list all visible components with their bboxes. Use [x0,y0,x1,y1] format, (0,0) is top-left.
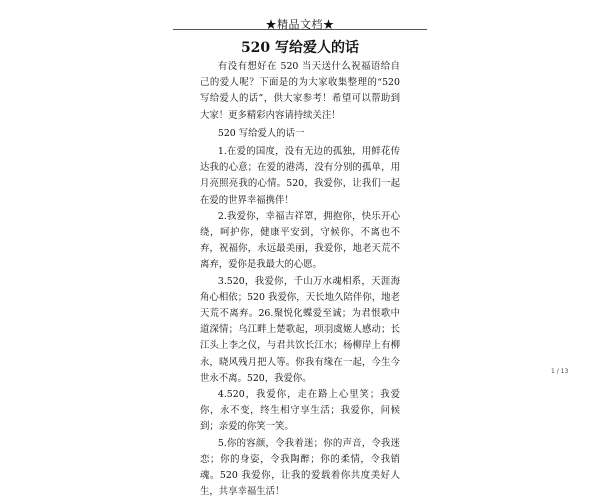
header-divider [173,29,427,30]
body-paragraph-4: 4.520，我爱你，走在路上心里笑；我爱你，永不变，终生相守享生活；我爱你，问候到；亲爱的你笑一笑。 [200,389,400,433]
page-number: 1 / 13 [551,368,569,375]
section-heading: 520 写给爱人的话一 [217,127,305,139]
body-paragraph-3: 3.520，我爱你，千山万水魂相系，天涯海角心相依；520 我爱你，天长地久陪伴你，地老天荒不离弃。26.聚悦化蝶爱至诚；为君恨歌中道深情；乌江畔上楚歌起，项羽虞姬人感动；长江头上李之仪，与君共饮长江水；杨柳岸上有柳永，晓风残月把人等。你我有缘在一起，今生今世永不离。520，我爱你。 [200,275,400,384]
document-title: 520 写给爱人的话 [240,40,360,56]
document-header-label: ★精品文档★ [265,18,335,31]
document-body [200,59,400,500]
intro-paragraph: 有没有想好在 520 当天送什么祝福语给自己的爱人呢？下面是的为大家收集整理的“520 写给爱人的话”，供大家参考！希望可以帮助到大家！更多精彩内容请持续关注！ [200,61,400,121]
body-paragraph-1: 1.在爱的国度，没有无边的孤独，用鲜花传达我的心意；在爱的港湾，没有分别的孤单，用月亮照亮我的心情。520，我爱你，让我们一起在爱的世界幸福携伴！ [200,146,400,206]
body-paragraph-2: 2.我爱你，幸福吉祥罩，拥抱你，快乐开心绕，呵护你，健康平安到，守候你，不离也不弃，祝福你，永远最美丽，我爱你，地老天荒不离弃，爱你是我最大的心愿。 [200,210,400,271]
body-paragraph-5: 5.你的容颜，令我着迷；你的声音，令我迷恋；你的身姿，令我陶醉；你的柔情，令我销魂。520 我爱你，让我的爱载着你共度美好人生，共享幸福生活！ [200,437,400,498]
